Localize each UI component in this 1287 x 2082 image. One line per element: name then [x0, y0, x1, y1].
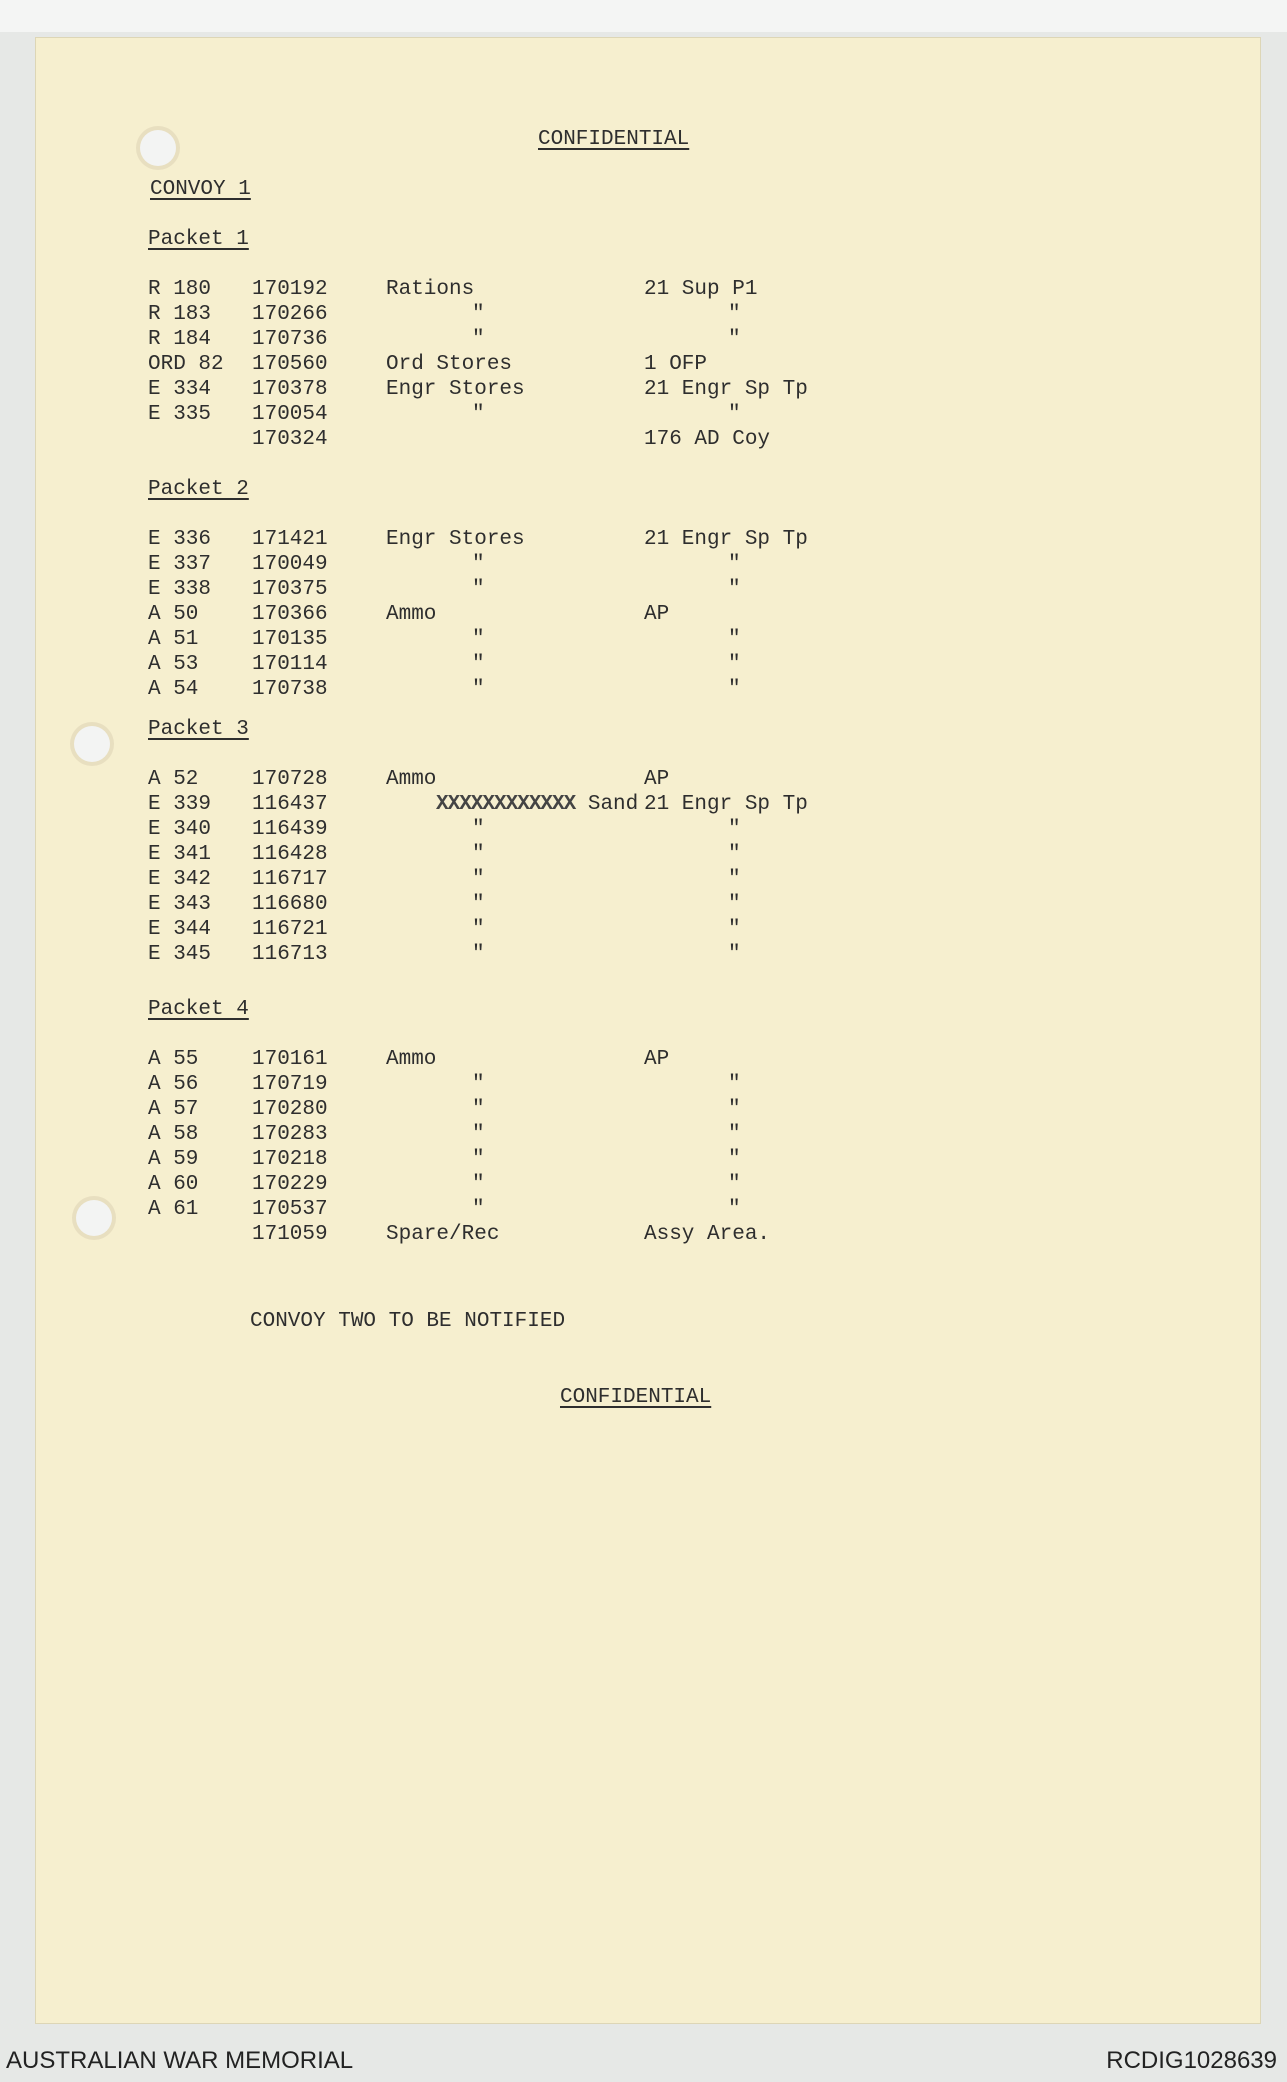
vehicle-number: 170266 [252, 303, 328, 326]
vehicle-number: 170728 [252, 768, 328, 791]
load-description: " [472, 843, 485, 866]
unit-code: E 336 [148, 528, 212, 551]
load-description: Ord Stores [386, 353, 513, 376]
unit-code: E 345 [148, 943, 212, 966]
unit-code: E 343 [148, 893, 212, 916]
unit-code: A 54 [148, 678, 199, 701]
destination: " [728, 1173, 741, 1196]
vehicle-number: 170192 [252, 278, 328, 301]
destination: " [728, 918, 741, 941]
load-description [436, 793, 638, 817]
unit-code: A 61 [148, 1198, 199, 1221]
footer-reference: RCDIG1028639 [1106, 2047, 1277, 2074]
load-description: Spare/Rec [386, 1223, 500, 1246]
load-description: " [472, 1148, 485, 1171]
unit-code: E 344 [148, 918, 212, 941]
vehicle-number: 170229 [252, 1173, 328, 1196]
unit-code: A 58 [148, 1123, 199, 1146]
destination: " [728, 678, 741, 701]
load-description: " [472, 1123, 485, 1146]
vehicle-number: 170375 [252, 578, 328, 601]
unit-code: A 56 [148, 1073, 199, 1096]
load-description: Ammo [386, 603, 437, 626]
struck-out-text: XXXXXXXXXXXX [436, 793, 576, 816]
load-description: " [472, 1098, 485, 1121]
vehicle-number: 170324 [252, 428, 328, 451]
vehicle-number: 170738 [252, 678, 328, 701]
viewer-top-bar [0, 0, 1287, 32]
unit-code: E 342 [148, 868, 212, 891]
punch-hole-bottom [76, 1200, 112, 1236]
load-description: " [472, 1073, 485, 1096]
load-description: " [472, 1198, 485, 1221]
unit-code: R 183 [148, 303, 212, 326]
destination: " [728, 893, 741, 916]
vehicle-number: 116721 [252, 918, 328, 941]
destination: 21 Engr Sp Tp [644, 378, 808, 401]
load-description: Ammo [386, 1048, 437, 1071]
load-description: " [472, 918, 485, 941]
vehicle-number: 170366 [252, 603, 328, 626]
destination: " [728, 553, 741, 576]
vehicle-number: 170736 [252, 328, 328, 351]
vehicle-number: 171421 [252, 528, 328, 551]
load-description: " [472, 868, 485, 891]
vehicle-number: 116713 [252, 943, 328, 966]
vehicle-number: 171059 [252, 1223, 328, 1246]
load-description: Engr Stores [386, 528, 525, 551]
destination: " [728, 303, 741, 326]
destination: " [728, 628, 741, 651]
destination: AP [644, 1048, 670, 1071]
vehicle-number: 170135 [252, 628, 328, 651]
unit-code: E 341 [148, 843, 212, 866]
destination: Assy Area. [644, 1223, 771, 1246]
destination: " [728, 653, 741, 676]
load-description: " [472, 678, 485, 701]
packet-heading: Packet 4 [148, 998, 249, 1021]
unit-code: E 338 [148, 578, 212, 601]
destination: " [728, 1123, 741, 1146]
vehicle-number: 170378 [252, 378, 328, 401]
unit-code: E 339 [148, 793, 212, 816]
vehicle-number: 170719 [252, 1073, 328, 1096]
load-description: " [472, 653, 485, 676]
unit-code: E 340 [148, 818, 212, 841]
load-description: " [472, 893, 485, 916]
vehicle-number: 116717 [252, 868, 328, 891]
unit-code: ORD 82 [148, 353, 224, 376]
load-description: " [472, 1173, 485, 1196]
vehicle-number: 116428 [252, 843, 328, 866]
destination: " [728, 1073, 741, 1096]
footer-source: AUSTRALIAN WAR MEMORIAL [6, 2047, 354, 2074]
unit-code: A 50 [148, 603, 199, 626]
destination: " [728, 578, 741, 601]
packet-heading: Packet 2 [148, 478, 249, 501]
unit-code: R 180 [148, 278, 212, 301]
vehicle-number: 170283 [252, 1123, 328, 1146]
destination: 21 Engr Sp Tp [644, 793, 808, 816]
destination: AP [644, 603, 670, 626]
vehicle-number: 116437 [252, 793, 328, 816]
vehicle-number: 170537 [252, 1198, 328, 1221]
punch-hole-top [140, 130, 176, 166]
packet-heading: Packet 1 [148, 228, 249, 251]
unit-code: A 52 [148, 768, 199, 791]
destination: " [728, 868, 741, 891]
load-description-text: Sand [587, 793, 639, 816]
destination: 176 AD Coy [644, 428, 771, 451]
destination: " [728, 1198, 741, 1221]
destination: " [728, 1098, 741, 1121]
vehicle-number: 170049 [252, 553, 328, 576]
unit-code: A 59 [148, 1148, 199, 1171]
vehicle-number: 116439 [252, 818, 328, 841]
load-description: " [472, 578, 485, 601]
load-description: Ammo [386, 768, 437, 791]
load-description: Engr Stores [386, 378, 525, 401]
confidential-heading-top: CONFIDENTIAL [538, 128, 690, 151]
load-description: " [472, 943, 485, 966]
destination: 21 Sup P1 [644, 278, 758, 301]
load-description: " [472, 818, 485, 841]
packet-heading: Packet 3 [148, 718, 249, 741]
destination: " [728, 818, 741, 841]
punch-hole-middle [74, 726, 110, 762]
vehicle-number: 170161 [252, 1048, 328, 1071]
destination: " [728, 843, 741, 866]
unit-code: A 60 [148, 1173, 199, 1196]
destination: 1 OFP [644, 353, 708, 376]
unit-code: E 334 [148, 378, 212, 401]
vehicle-number: 170560 [252, 353, 328, 376]
load-description: " [472, 303, 485, 326]
convoy-heading: CONVOY 1 [150, 178, 251, 201]
destination: " [728, 943, 741, 966]
unit-code: E 335 [148, 403, 212, 426]
unit-code: A 51 [148, 628, 199, 651]
load-description: " [472, 553, 485, 576]
load-description: " [472, 328, 485, 351]
vehicle-number: 170280 [252, 1098, 328, 1121]
load-description: " [472, 403, 485, 426]
unit-code: A 55 [148, 1048, 199, 1071]
destination: AP [644, 768, 670, 791]
vehicle-number: 170218 [252, 1148, 328, 1171]
convoy-two-notice: CONVOY TWO TO BE NOTIFIED [250, 1310, 566, 1333]
vehicle-number: 116680 [252, 893, 328, 916]
load-description: " [472, 628, 485, 651]
destination: " [728, 328, 741, 351]
destination: 21 Engr Sp Tp [644, 528, 808, 551]
destination: " [728, 403, 741, 426]
load-description: Rations [386, 278, 475, 301]
confidential-heading-bottom: CONFIDENTIAL [560, 1386, 712, 1409]
vehicle-number: 170054 [252, 403, 328, 426]
document-page [36, 38, 1260, 2023]
unit-code: R 184 [148, 328, 212, 351]
destination: " [728, 1148, 741, 1171]
unit-code: E 337 [148, 553, 212, 576]
unit-code: A 53 [148, 653, 199, 676]
vehicle-number: 170114 [252, 653, 328, 676]
unit-code: A 57 [148, 1098, 199, 1121]
